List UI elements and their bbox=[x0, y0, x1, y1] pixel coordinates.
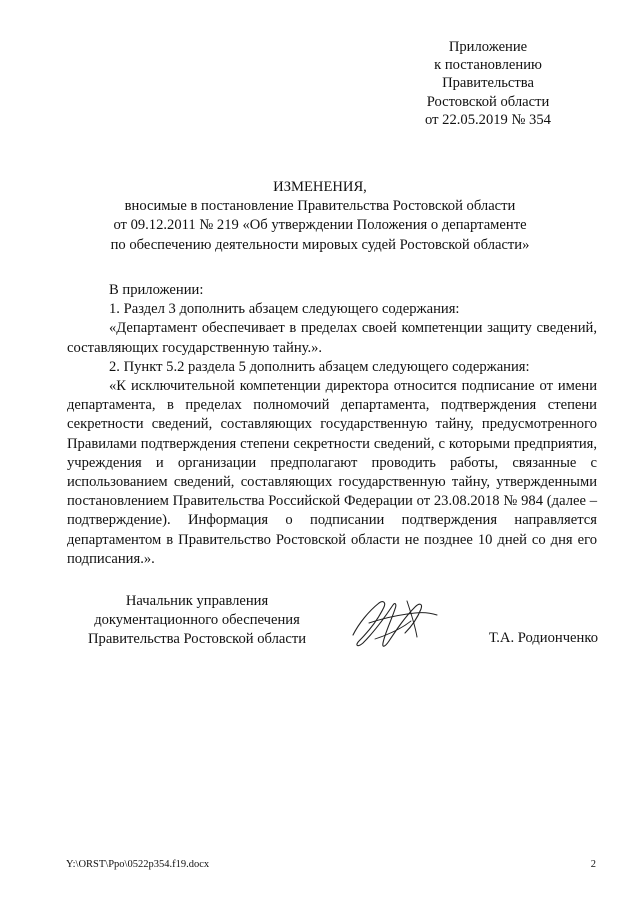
document-title: ИЗМЕНЕНИЯ, bbox=[273, 179, 367, 195]
signatory-name: Т.А. Родионченко bbox=[488, 630, 598, 646]
position-line: документационного обеспечения bbox=[94, 612, 300, 629]
heading-line: по обеспечению деятельности мировых судей Ростовской области» bbox=[110, 236, 530, 253]
signatory-position bbox=[66, 592, 328, 650]
body-paragraph: «К исключительной компетенции директора относится подписание от имени департамента, в пределах полномочий департамента, подтверждения степени секретности сведений, составляющих государственную тайну, предусмотренного Правилами подтверждения степени секретности сведений, с которыми предприятия, учреждения и организации предполагают проводить работы, связанные с использованием сведений, составляющих государственную тайну, утвержденными постановлением Правительства Российской Федерации от 23.08.2018 № 984 (далее – подтверждение). Информация о подписании подтверждения направляется департаментом в Правительство Ростовской области не позднее 10 дней со дня его подписания.». bbox=[67, 378, 597, 567]
file-path: Y:\ORST\Ppo\0522p354.f19.docx bbox=[66, 859, 210, 870]
annex-line: Правительства bbox=[442, 75, 534, 92]
handwritten-signature bbox=[345, 593, 440, 655]
heading-line: от 09.12.2011 № 219 «Об утверждении Положения о департаменте bbox=[113, 217, 527, 234]
page-number: 2 bbox=[590, 859, 596, 870]
position-line: Начальник управления bbox=[125, 593, 269, 609]
annex-line: Ростовской области bbox=[426, 93, 550, 110]
body-paragraph: «Департамент обеспечивает в пределах своей компетенции защиту сведений, составляющих государственную тайну.». bbox=[67, 320, 597, 356]
position-line: Правительства Ростовской области bbox=[87, 631, 307, 648]
body-paragraph: 2. Пункт 5.2 раздела 5 дополнить абзацем следующего содержания: bbox=[109, 358, 530, 375]
annex-line: к постановлению bbox=[434, 57, 542, 74]
annex-block bbox=[398, 38, 578, 129]
annex-line: Приложение bbox=[448, 39, 528, 55]
document-heading bbox=[60, 178, 580, 255]
body-paragraph: 1. Раздел 3 дополнить абзацем следующего содержания: bbox=[109, 301, 460, 318]
body-paragraph: В приложении: bbox=[109, 282, 204, 298]
annex-line: от 22.05.2019 № 354 bbox=[425, 111, 551, 128]
heading-line: вносимые в постановление Правительства Ростовской области bbox=[124, 198, 516, 215]
document-body bbox=[67, 281, 597, 569]
